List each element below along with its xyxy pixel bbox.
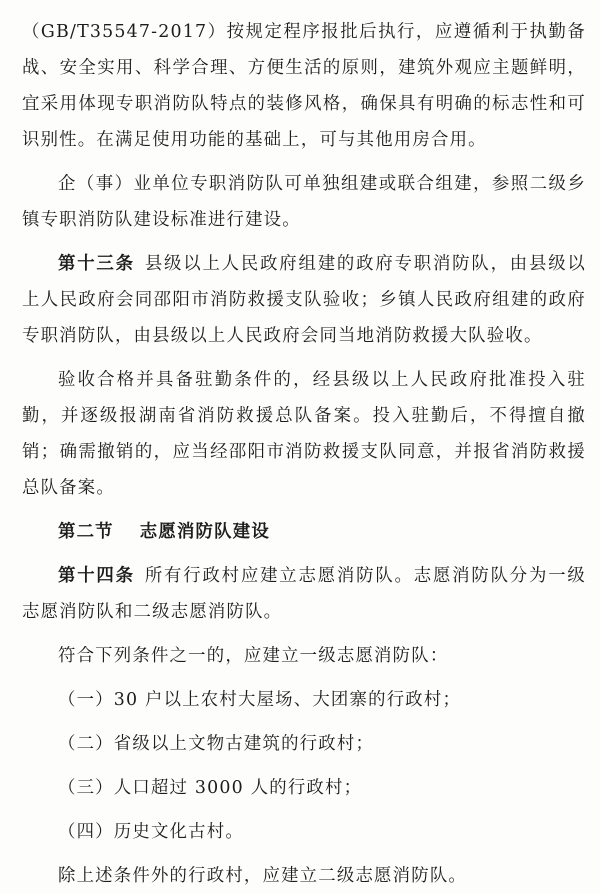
paragraph-building-standards: （GB/T35547-2017）按规定程序报批后执行，应遵循利于执勤备战、安全实用、科学合理、方便生活的原则，建筑外观应主题鲜明，宜采用体现专职消防队特点的装修风格，确保具有明确的标志性和可识别性。在满足使用功能的基础上，可与其他用房合用。	[22, 22, 586, 150]
section-title: 志愿消防队建设	[139, 522, 270, 542]
paragraph-acceptance-deployment: 验收合格并具备驻勤条件的，经县级以上人民政府批准投入驻勤，并逐级报湖南省消防救援总队备案。投入驻勤后，不得擅自撤销；确需撤销的，应当经邵阳市消防救援支队同意，并报省消防救援总队备案。	[22, 370, 586, 498]
article-13-label: 第十三条	[58, 254, 135, 274]
article-14-text: 所有行政村应建立志愿消防队。志愿消防队分为一级志愿消防队和二级志愿消防队。	[22, 566, 586, 622]
article-13-text: 县级以上人民政府组建的政府专职消防队，由县级以上人民政府会同邵阳市消防救援支队验收；乡镇人民政府组建的政府专职消防队，由县级以上人民政府会同当地消防救援大队验收。	[22, 254, 586, 346]
condition-item: （四）历史文化古村。	[58, 822, 244, 842]
paragraph-level-two: 除上述条件外的行政村，应建立二级志愿消防队。	[58, 866, 467, 886]
condition-item: （一）30 户以上农村大屋场、大团寨的行政村；	[58, 690, 462, 710]
section-heading	[22, 514, 586, 550]
article-13	[22, 246, 586, 354]
article-14-label: 第十四条	[58, 566, 135, 586]
condition-item: （二）省级以上文物古建筑的行政村；	[58, 734, 375, 754]
paragraph-level-one-conditions: 符合下列条件之一的，应建立一级志愿消防队：	[58, 646, 449, 666]
paragraph-enterprise-fire-brigade: 企（事）业单位专职消防队可单独组建或联合组建，参照二级乡镇专职消防队建设标准进行建设。	[22, 174, 586, 230]
condition-item: （三）人口超过 3000 人的行政村；	[58, 778, 363, 798]
article-14	[22, 558, 586, 630]
section-number: 第二节	[58, 522, 114, 542]
